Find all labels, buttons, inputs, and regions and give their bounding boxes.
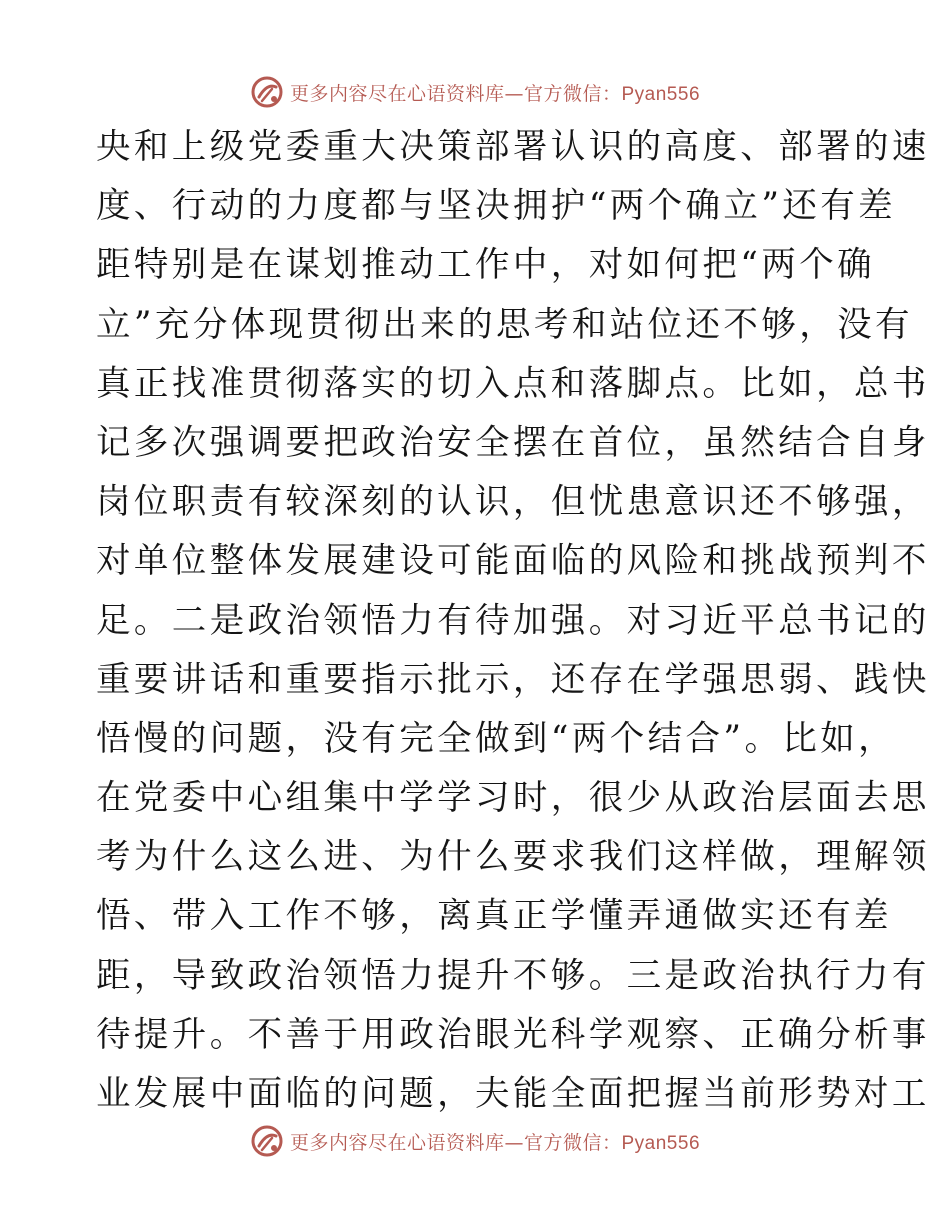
text-line: 重要讲话和重要指示批示，还存在学强思弱、践快 bbox=[96, 659, 930, 700]
watermark-wechat-id: Pyan556 bbox=[621, 83, 701, 105]
watermark-wechat-label: 官方微信： bbox=[523, 82, 622, 105]
header-watermark bbox=[0, 72, 950, 112]
text-line: 考为什么这么进、为什么要求我们这样做，理解领 bbox=[96, 837, 930, 878]
text-line: 央和上级党委重大决策部署认识的高度、部署的速 bbox=[96, 127, 930, 167]
text-line: 记多次强调要把政治安全摆在首位，虽然结合自身 bbox=[96, 422, 930, 463]
text-line: 距特别是在谋划推动工作中，对如何把“两个确 bbox=[96, 245, 876, 286]
watermark-site-name: 更多内容尽在心语资料库 bbox=[289, 1131, 505, 1154]
watermark-site-name: 更多内容尽在心语资料库 bbox=[289, 82, 505, 105]
watermark-text bbox=[290, 1128, 700, 1155]
text-line: 业发展中面临的问题，夫能全面把握当前形势对工 bbox=[96, 1074, 930, 1114]
text-line: 立”充分体现贯彻出来的思考和站位还不够，没有 bbox=[96, 304, 913, 345]
text-line: 真正找准贯彻落实的切入点和落脚点。比如，总书 bbox=[96, 363, 930, 404]
watermark-dash: — bbox=[504, 1131, 524, 1154]
watermark-dash: — bbox=[504, 82, 524, 105]
footer-watermark bbox=[0, 1121, 950, 1161]
document-body bbox=[96, 118, 930, 1124]
text-line: 在党委中心组集中学学习时，很少从政治层面去思 bbox=[96, 778, 930, 819]
text-line: 悟慢的问题，没有完全做到“两个结合”。比如， bbox=[96, 718, 897, 759]
watermark-wechat-label: 官方微信： bbox=[523, 1131, 622, 1154]
watermark-wechat-id: Pyan556 bbox=[621, 1132, 701, 1154]
text-line: 距，导致政治领悟力提升不够。三是政治执行力有 bbox=[96, 955, 930, 996]
text-line: 足。二是政治领悟力有待加强。对习近平总书记的 bbox=[96, 600, 930, 641]
text-line: 度、行动的力度都与坚决拥护“两个确立”还有差 bbox=[96, 186, 897, 227]
seal-logo-icon bbox=[250, 75, 284, 109]
text-line: 悟、带入工作不够，离真正学懂弄通做实还有差 bbox=[96, 896, 892, 937]
text-line: 岗位职责有较深刻的认识，但忧患意识还不够强， bbox=[96, 482, 930, 523]
seal-logo-icon bbox=[250, 1124, 284, 1158]
text-line: 对单位整体发展建设可能面临的风险和挑战预判不 bbox=[96, 541, 930, 582]
watermark-text bbox=[290, 79, 700, 106]
text-line: 待提升。不善于用政治眼光科学观察、正确分析事 bbox=[96, 1014, 930, 1055]
